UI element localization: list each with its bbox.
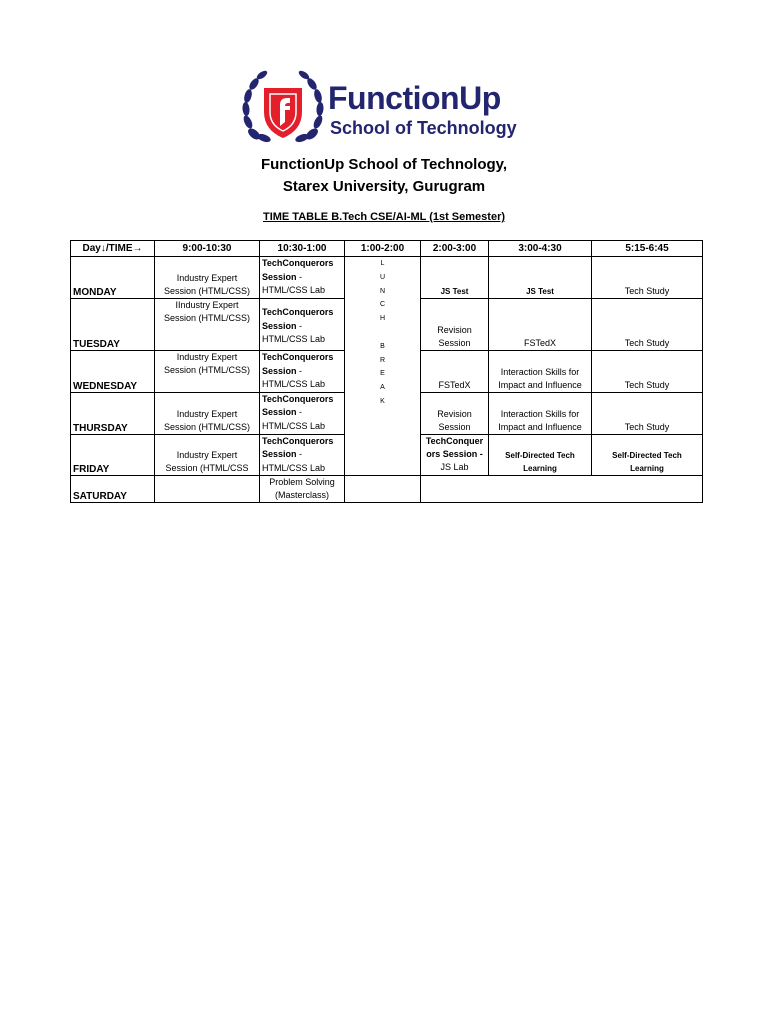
lunch-letter: U (379, 273, 386, 281)
session-cell (489, 299, 592, 351)
brand-name: FunctionUp (328, 80, 501, 116)
cell-line: JS Test (440, 287, 469, 296)
session-cell (489, 351, 592, 393)
cell-line: TechConquer (425, 435, 484, 446)
session-cell (489, 434, 592, 476)
cell-line: Problem Solving (269, 477, 335, 487)
cell-line: - (296, 407, 303, 417)
day-label: WEDNESDAY (71, 351, 155, 393)
cell-line: Revision (437, 408, 472, 419)
day-label: TUESDAY (71, 299, 155, 351)
cell-line: Industry Expert (176, 450, 238, 460)
cell-line: - (477, 448, 483, 459)
cell-line: TechConquerors (262, 352, 334, 362)
timetable (70, 240, 703, 503)
lunch-letter: R (379, 356, 386, 364)
cell-line: - (296, 365, 303, 376)
cell-line: TechConquerors (262, 435, 334, 446)
lunch-letter: A (380, 384, 385, 392)
day-label: THURSDAY (71, 392, 155, 434)
cell-line: JS Lab (440, 461, 469, 472)
cell-line: Session (262, 449, 297, 459)
session-cell (421, 257, 489, 299)
session-cell (260, 476, 345, 503)
session-cell (260, 392, 345, 434)
session-cell (260, 434, 345, 476)
lunch-letter: K (380, 397, 385, 405)
time-header: 1:00-2:00 (345, 241, 421, 257)
timetable-title: TIME TABLE B.Tech CSE/AI-ML (1st Semester) (262, 211, 506, 223)
cell-line: FSTedX (438, 379, 471, 390)
cell-line: HTML/CSS Lab (262, 420, 326, 431)
session-cell (155, 351, 260, 393)
session-cell (421, 299, 489, 351)
session-cell (421, 351, 489, 393)
session-cell (421, 476, 703, 503)
cell-line: Tech Study (624, 338, 670, 348)
laurel-shield-icon (240, 68, 326, 148)
cell-line: - (296, 449, 303, 459)
session-cell (592, 351, 703, 393)
time-header: 10:30-1:00 (260, 241, 345, 257)
cell-line: TechConquerors (262, 258, 334, 268)
table-row (71, 257, 703, 299)
cell-line: Interaction Skills for (500, 366, 580, 377)
session-cell (421, 434, 489, 476)
cell-line: Industry Expert (176, 273, 238, 283)
table-row (71, 476, 703, 503)
cell-line: Revision (437, 325, 472, 335)
session-cell (155, 434, 260, 476)
session-cell (260, 257, 345, 299)
lunch-letter: E (380, 370, 385, 378)
session-cell (592, 392, 703, 434)
session-cell (592, 299, 703, 351)
session-cell (155, 476, 260, 503)
cell-line: Session (262, 407, 297, 417)
lunch-letter: C (379, 301, 386, 309)
lunch-letter: H (379, 315, 386, 323)
cell-line: - (296, 271, 303, 282)
lunch-break-cell (345, 257, 421, 476)
cell-line: Session (HTML/CSS) (163, 365, 251, 375)
cell-line: Tech Study (624, 421, 670, 432)
session-cell (345, 476, 421, 503)
time-header: 5:15-6:45 (592, 241, 703, 257)
cell-line: Self-Directed Tech (505, 451, 575, 460)
cell-line: Session (HTML/CSS) (163, 286, 251, 296)
day-label: SATURDAY (71, 476, 155, 503)
institution-location: Starex University, Gurugram (282, 178, 486, 195)
lunch-letter: L (380, 260, 385, 267)
cell-line: Session (262, 271, 297, 282)
session-cell (260, 299, 345, 351)
cell-line: (Masterclass) (274, 490, 329, 500)
cell-line: IIndustry Expert (175, 300, 239, 310)
cell-line: Industry Expert (176, 408, 238, 419)
cell-line: Impact and Influence (498, 421, 582, 432)
cell-line: Tech Study (624, 379, 670, 390)
day-label: FRIDAY (71, 434, 155, 476)
session-cell (155, 257, 260, 299)
header-row (71, 241, 703, 257)
cell-line: HTML/CSS Lab (262, 379, 326, 389)
day-label: MONDAY (71, 257, 155, 299)
corner-header: Day↓/TIME→ (71, 241, 155, 257)
session-cell (592, 257, 703, 299)
institution-name: FunctionUp School of Technology, (260, 156, 508, 173)
session-cell (592, 434, 703, 476)
lunch-letter: N (379, 287, 386, 295)
cell-line: Impact and Influence (498, 379, 582, 390)
cell-line: HTML/CSS Lab (262, 285, 326, 295)
cell-line: Session (262, 320, 297, 331)
cell-line: Industry Expert (176, 352, 238, 362)
cell-line: Interaction Skills for (500, 408, 580, 419)
lunch-letter: B (380, 342, 385, 350)
time-header: 9:00-10:30 (155, 241, 260, 257)
cell-line: Self-Directed Tech (612, 451, 682, 460)
session-cell (489, 257, 592, 299)
cell-line: Learning (523, 464, 557, 473)
session-cell (155, 299, 260, 351)
time-header: 3:00-4:30 (489, 241, 592, 257)
session-cell (155, 392, 260, 434)
cell-line: HTML/CSS Lab (262, 462, 326, 473)
cell-line: HTML/CSS Lab (262, 334, 326, 344)
time-header: 2:00-3:00 (421, 241, 489, 257)
cell-line: JS Test (526, 287, 554, 296)
cell-line: Session (262, 365, 297, 376)
cell-line: FSTedX (523, 338, 556, 348)
cell-line: ors Session (426, 448, 478, 459)
lunch-gap (347, 326, 418, 340)
cell-line: Session (HTML/CSS) (163, 421, 251, 432)
cell-line: Session (438, 338, 471, 348)
session-cell (421, 392, 489, 434)
cell-line: Session (HTML/CSS) (163, 313, 251, 323)
session-cell (260, 351, 345, 393)
cell-line: - (296, 320, 303, 331)
cell-line: TechConquerors (262, 393, 334, 404)
cell-line: Session (HTML/CSS (165, 463, 249, 473)
session-cell (489, 392, 592, 434)
cell-line: Session (438, 421, 471, 432)
functionup-logo (240, 68, 540, 148)
cell-line: TechConquerors (262, 307, 334, 317)
cell-line: Tech Study (624, 286, 670, 296)
brand-subtitle: School of Technology (330, 118, 517, 138)
cell-line: Learning (630, 464, 664, 473)
